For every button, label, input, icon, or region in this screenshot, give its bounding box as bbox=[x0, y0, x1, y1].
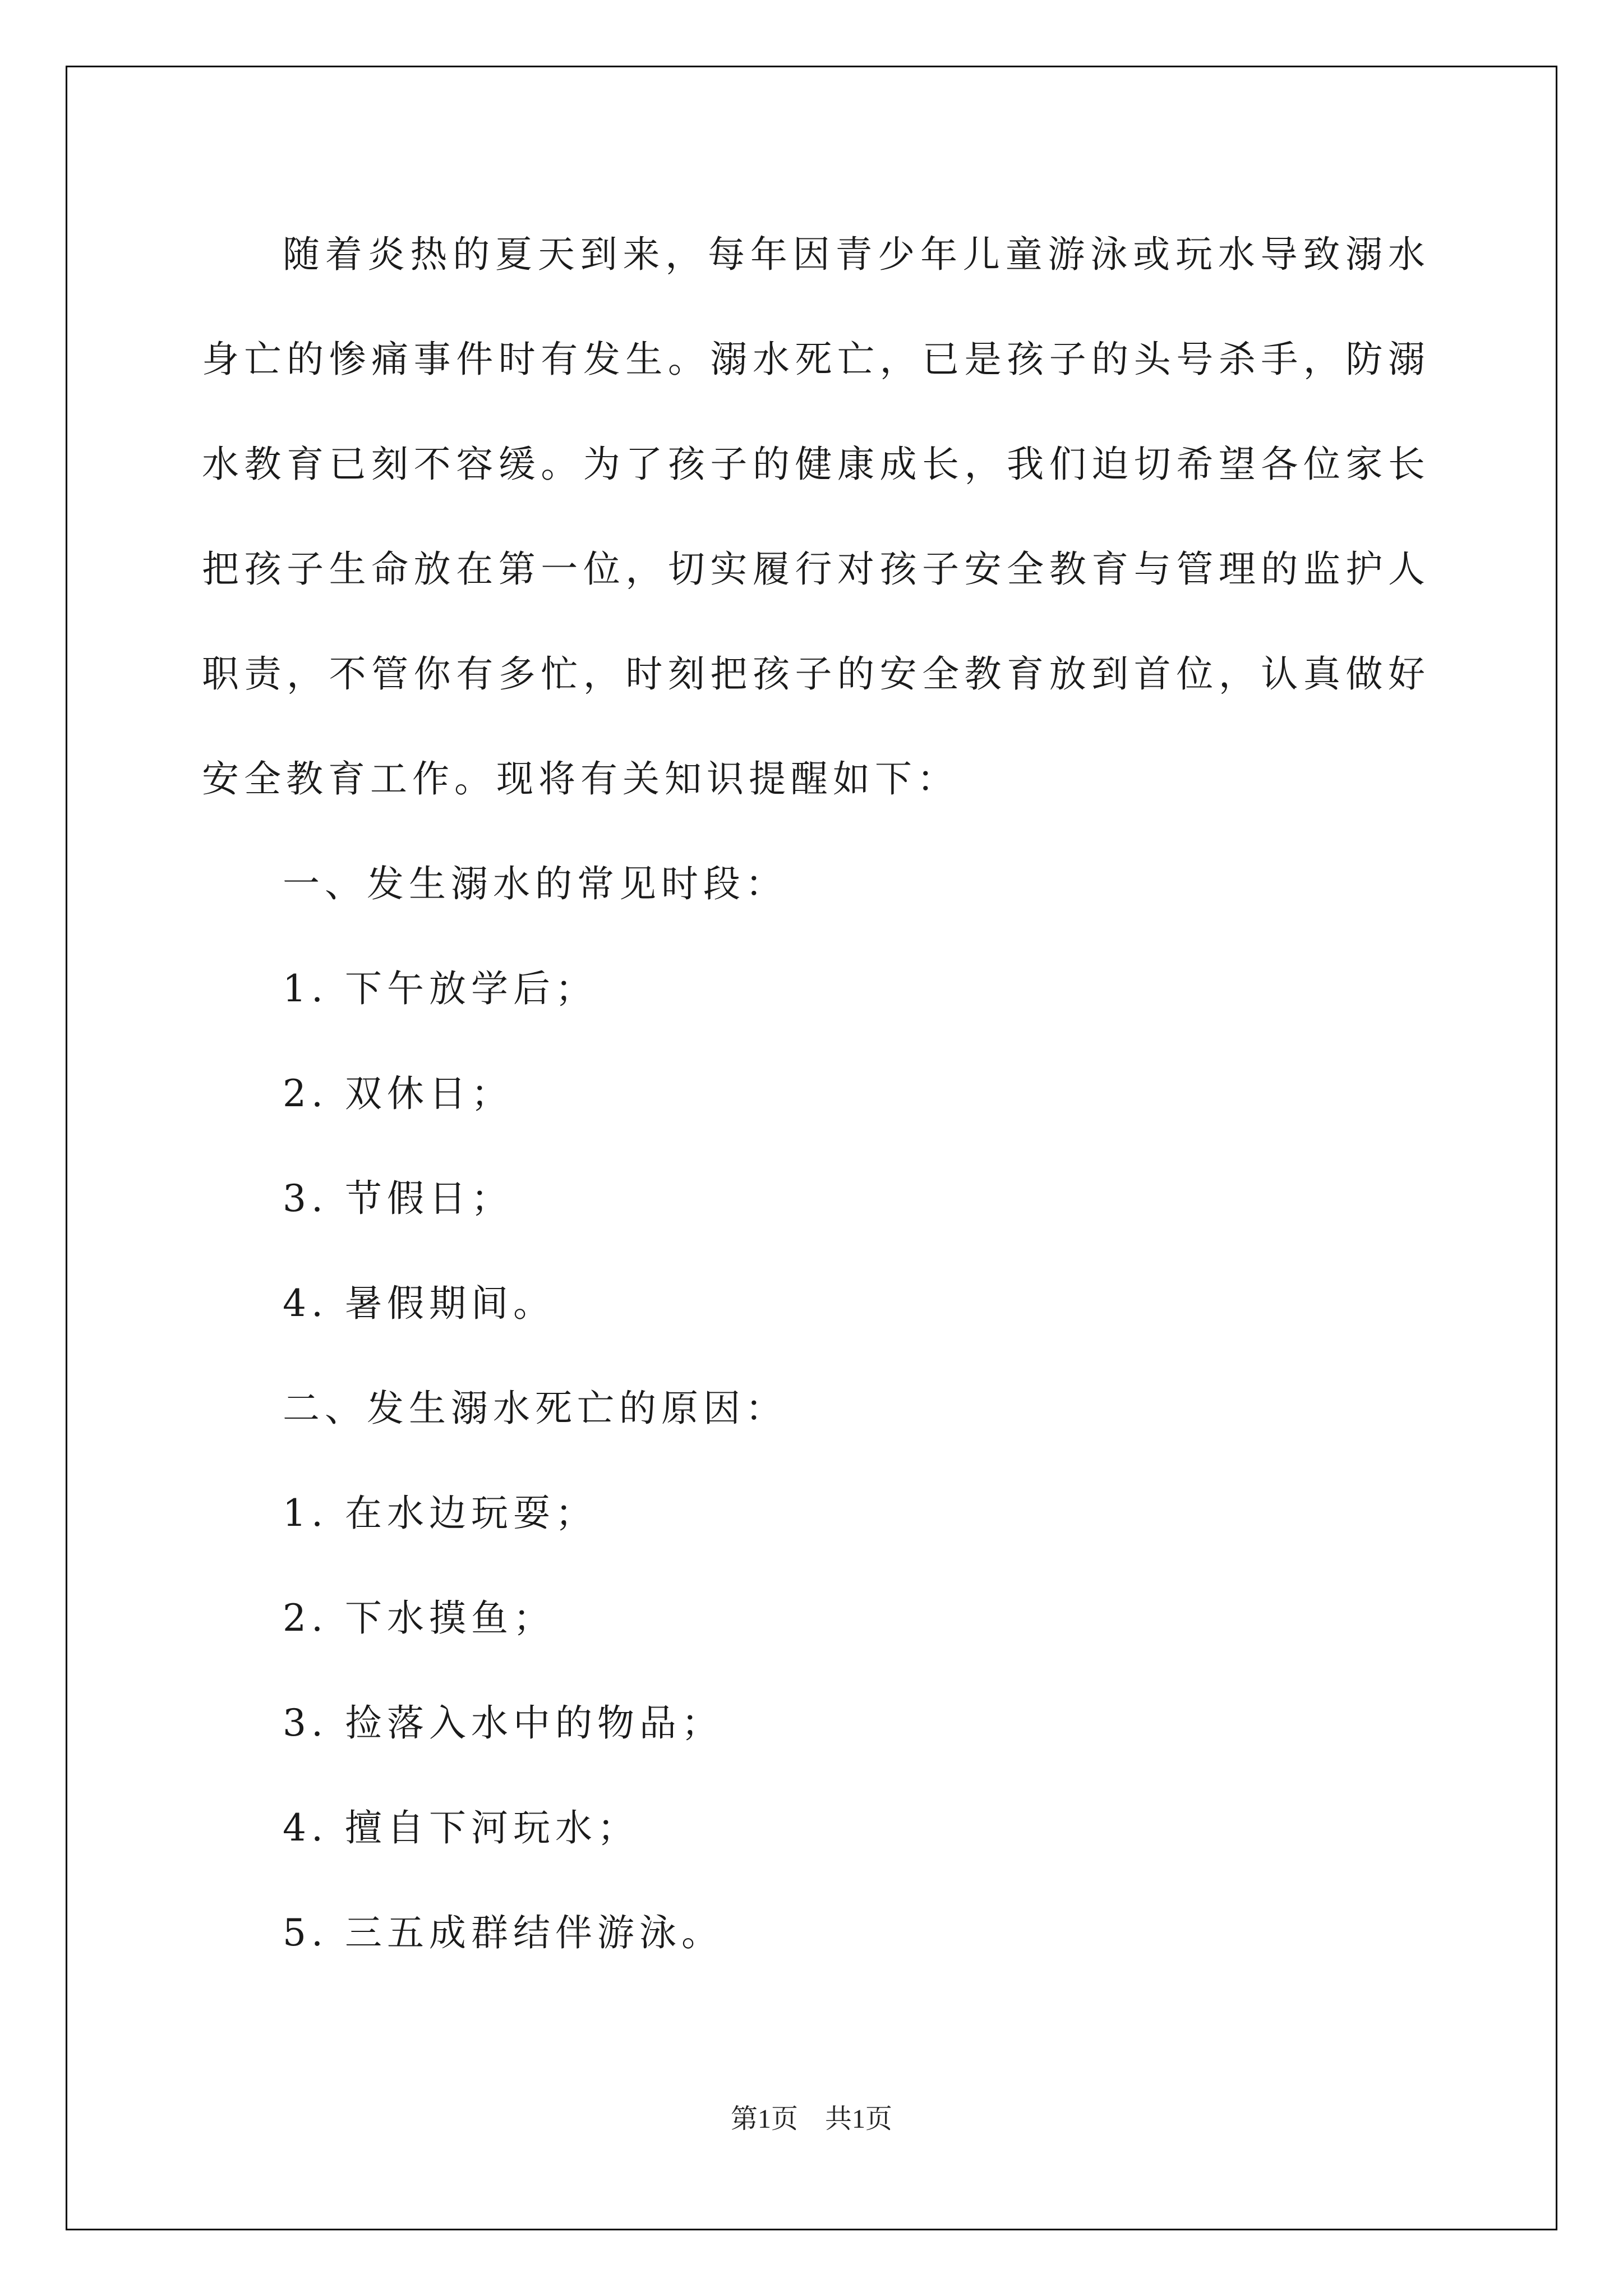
list-item: 4. 擅自下河玩水； bbox=[283, 1806, 639, 1849]
list-item: 1. 下午放学后； bbox=[283, 967, 597, 1010]
page-footer bbox=[0, 2097, 1623, 2136]
list-item: 2. 下水摸鱼； bbox=[283, 1596, 555, 1640]
list-item: 3. 节假日； bbox=[283, 1177, 513, 1220]
section-1-heading: 一、发生溺水的常见时段： bbox=[283, 862, 787, 905]
list-item: 2. 双休日； bbox=[283, 1072, 513, 1115]
list-item: 4. 暑假期间。 bbox=[283, 1282, 555, 1325]
list-item: 1. 在水边玩耍； bbox=[283, 1492, 597, 1535]
page-number: 第1页 bbox=[730, 2104, 798, 2134]
section-2-heading: 二、发生溺水死亡的原因： bbox=[283, 1387, 787, 1430]
document-body bbox=[202, 202, 1430, 1985]
page-total: 共1页 bbox=[825, 2104, 893, 2134]
intro-paragraph: 随着炎热的夏天到来，每年因青少年儿童游泳或玩水导致溺水身亡的惨痛事件时有发生。溺水死亡，已是孩子的头号杀手，防溺水教育已刻不容缓。为了孩子的健康成长，我们迫切希望各位家长把孩子生命放在第一位，切实履行对孩子安全教育与管理的监护人职责，不管你有多忙，时刻把孩子的安全教育放到首位，认真做好安全教育工作。现将有关知识提醒如下： bbox=[202, 233, 1430, 800]
list-item: 3. 捡落入水中的物品； bbox=[283, 1701, 723, 1745]
list-item: 5. 三五成群结伴游泳。 bbox=[283, 1911, 723, 1954]
